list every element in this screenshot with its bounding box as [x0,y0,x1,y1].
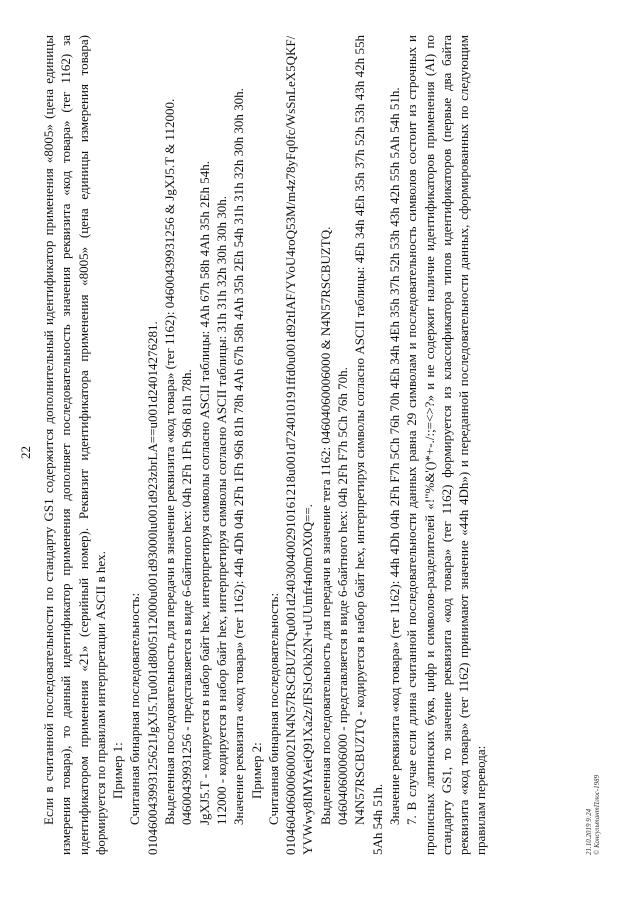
footer-source: © КонсультантПлюс-1989 [593,774,601,855]
paragraph: 04604060006000 - представляется в виде 6-байтного hex: 04h 2Fh F7h 5Ch 76h 70h. [335,367,351,825]
paragraph: N4N57RSCBUZTQ - кодируется в набор байт hex, интерпретируя символы согласно ASCII таблицы: 4Eh 34h 4Eh 35h 37h 52h 53h 43h 42h 55h 5Ah 54h 51h. [352,35,385,855]
footer-date: 21.10.2019 9:24 [585,808,593,855]
page-number: 22 [18,446,33,459]
binary-sequence-2: 010460406000600021N4N57RSCBUZTQu001d2403004002910161218u001d724010191ffd0u001d92tIAF/YVoU4roQ53M/m4z78yFq0fc/WsSnLeX5QKF/YVWwy8IMYAeiQ91Xa2z/IFSJcOkb2N+uUUmfr4n0mOX0Q==. [283,35,316,855]
paragraph: Значение реквизита «код товара» (тег 1162): 44h 4Dh 04h 2Fh 1Fh 96h 81h 78h 4Ah 67h 58h 4Ah 35h 2Eh 54h 31h 31h 32h 30h 30h 30h. [231,88,247,825]
paragraph: Значение реквизита «код товара» (тег 1162): 44h 4Dh 04h 2Fh F7h 5Ch 76h 70h 4Eh 34h 4Eh 35h 37h 52h 53h 43h 42h 55h 5Ah 54h 51h. [386,87,402,825]
document-body [40,35,490,855]
paragraph: 04600439931256 - представляется в виде 6-байтного hex: 04h 2Fh 1Fh 96h 81h 78h. [179,369,195,825]
paragraph: Выделенная последовательность для передачи в значение тега 1162: 04604060006000 & N4N57RSCBUZTQ. [317,226,333,825]
paragraph: Считанная бинарная последовательность: [127,592,143,825]
paragraph: Считанная бинарная последовательность: [265,592,281,825]
paragraph: Выделенная последовательность для передачи в значение реквизита «код товара» (тег 1162): 04600439931256 & JgXJ5.T & 112000. [162,98,178,825]
footer [585,775,601,855]
example-1-heading: Пример 1: [110,742,126,799]
paragraph-intro: Если в считанной последовательности по стандарту GS1 содержится дополнительный идентификатор применения «8005» (цена единицы измерения товара), то данный идентификатор применения дополняет последовательность значения реквизита «код товара» (тег 1162) за идентификатором применения «21» (серийный номер). Реквизит идентификатора применения «8005» (цена единицы измерения товара) формируется по правилам интерпретации ASCII в hex. [41,35,108,855]
paragraph-section-7: 7. В случае если длина считанной последовательности данных равна 29 символам и последовательность символов состоит из строчных и прописных латинских букв, цифр и символов-разделителей «!"%&'()*+-./:;=<>?» и не содержит наличие идентификаторов применения (AI) по стандарту GS1, то значение реквизита «код товара» (тег 1162) формируется из классификатора типов идентификаторов (первые два байта реквизита «код товара» (тег 1162) принимают значение «44h 4Dh») и переданной последовательности данных, сформированных по следующим правилам перевода: [404,35,489,855]
binary-sequence-1: 010460043993125621JgXJ5.Tu001d8005112000u001d93000lu001d923zbrLA==u001d24014276281. [144,321,160,855]
example-2-heading: Пример 2: [248,742,264,799]
paragraph: 112000 - кодируется в набор байт hex, интерпретируя символы согласно ASCII таблицы: 31h 31h 32h 30h 30h 30h. [213,195,229,825]
paragraph: JgXJ5.T - кодируется в набор байт hex, интерпретируя символы согласно ASCII таблицы: 4Ah 67h 58h 4Ah 35h 2Eh 54h. [196,161,212,825]
